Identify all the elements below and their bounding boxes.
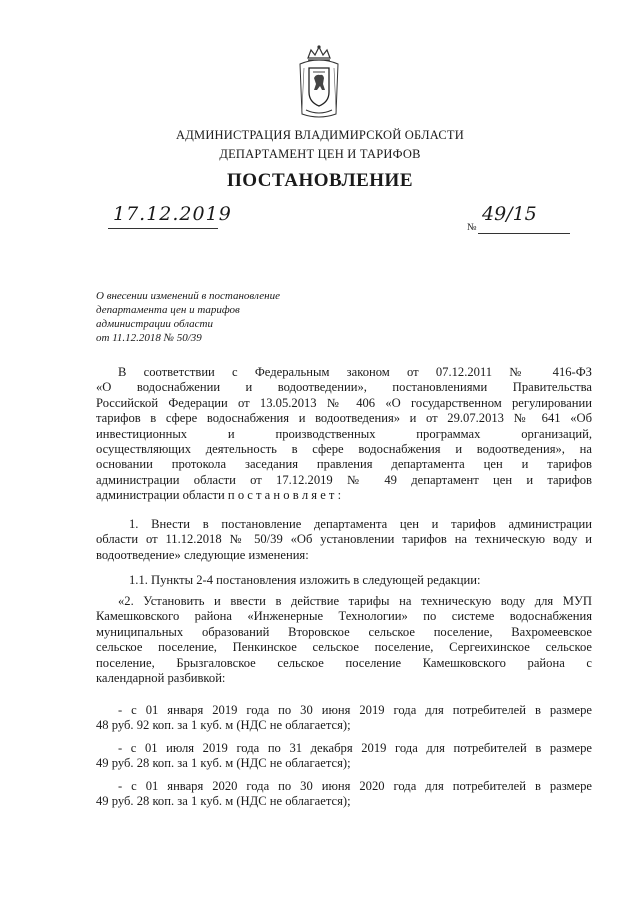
text-line: области от 11.12.2018 № 50/39 «Об установлении тарифов на техническую воду и xyxy=(96,532,592,547)
subject-line: от 11.12.2018 № 50/39 xyxy=(96,332,202,344)
text-line: В соответствии с Федеральным законом от 07.12.2011 № 416-ФЗ xyxy=(118,365,592,379)
subject-line: О внесении изменений в постановление xyxy=(96,290,280,302)
paragraph xyxy=(96,779,592,810)
document-type-title: ПОСТАНОВЛЕНИЕ xyxy=(226,170,414,191)
text-line: тарифов в сфере водоснабжения и водоотведения» и от 29.07.2013 № 641 «Об xyxy=(96,411,592,426)
text-line: Камешковского района «Инженерные Технологии» по системе водоснабжения xyxy=(96,609,592,624)
paragraph xyxy=(96,703,592,734)
text-line: осуществляющих деятельность в сфере водоснабжения и водоотведения», на xyxy=(96,441,592,456)
paragraph xyxy=(96,517,592,563)
text-line: - с 01 января 2019 года по 30 июня 2019 года для потребителей в размере xyxy=(118,703,592,717)
text-line: - с 01 января 2020 года по 30 июня 2020 года для потребителей в размере xyxy=(118,779,592,793)
subject-line: департамента цен и тарифов xyxy=(96,304,240,316)
text-line: 49 руб. 28 коп. за 1 куб. м (НДС не облагается); xyxy=(96,794,351,809)
text-line: «О водоснабжении и водоотведении», постановлениями Правительства xyxy=(96,380,592,395)
text-line: - с 01 июля 2019 года по 31 декабря 2019 года для потребителей в размере xyxy=(118,741,592,755)
text-line: основании протокола заседания правления департамента цен и тарифов xyxy=(96,457,592,472)
text-line: Российской Федерации от 13.05.2013 № 406 «О государственном регулировании xyxy=(96,395,592,410)
coat-of-arms-emblem-icon xyxy=(296,44,342,122)
number-sign: № xyxy=(467,222,477,233)
paragraph xyxy=(96,594,592,686)
department-name: ДЕПАРТАМЕНТ ЦЕН И ТАРИФОВ xyxy=(219,147,421,161)
document-date: 17.12.2019 xyxy=(113,203,232,225)
subject-line: администрации области xyxy=(96,318,213,330)
organization-name: АДМИНИСТРАЦИЯ ВЛАДИМИРСКОЙ ОБЛАСТИ xyxy=(176,128,464,142)
text-line: «2. Установить и ввести в действие тарифы на техническую воду для МУП xyxy=(118,594,592,608)
text-line: инвестиционных и производственных программах организаций, xyxy=(96,426,592,441)
text-line: поселение, Брызгаловское сельское поселение Камешковского района с xyxy=(96,655,592,670)
text-line: 1.1. Пункты 2-4 постановления изложить в следующей редакции: xyxy=(129,573,481,587)
text-line: администрации области от 17.12.2019 № 49 департамент цен и тарифов xyxy=(96,472,592,487)
text-line: водоотведение» следующие изменения: xyxy=(96,547,309,562)
text-line: 1. Внести в постановление департамента цен и тарифов администрации xyxy=(129,517,592,531)
paragraph xyxy=(96,741,592,772)
number-underline xyxy=(478,233,570,234)
date-underline xyxy=(108,228,218,229)
text-line: муниципальных образований Второвское сельское поселение, Вахромеевское xyxy=(96,624,592,639)
document-subject xyxy=(96,289,356,345)
paragraph xyxy=(96,365,592,504)
document-number: 49/15 xyxy=(482,203,537,225)
text-line: 49 руб. 28 коп. за 1 куб. м (НДС не облагается); xyxy=(96,756,351,771)
text-line: администрации области п о с т а н о в л я е т : xyxy=(96,488,342,503)
paragraph xyxy=(96,573,592,588)
text-line: сельское поселение, Пенкинское сельское поселение, Сергеихинское сельское xyxy=(96,640,592,655)
text-line: календарной разбивкой: xyxy=(96,670,226,685)
text-line: 48 руб. 92 коп. за 1 куб. м (НДС не облагается); xyxy=(96,718,351,733)
